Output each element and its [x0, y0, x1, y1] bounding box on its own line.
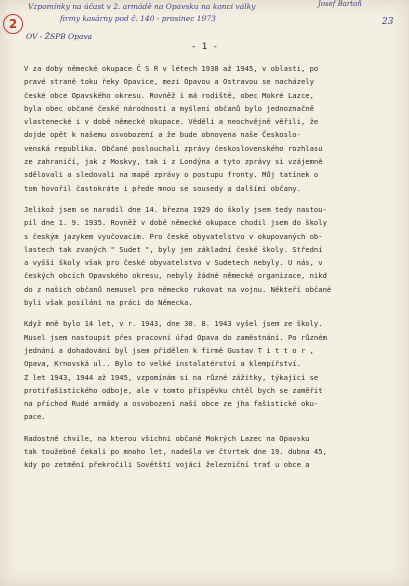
text-line: českých obcích Opavského okresu, nebyly žádné německé organizace, nikd — [24, 271, 327, 281]
paragraph — [24, 432, 406, 472]
paragraph — [24, 62, 406, 195]
text-line: a vyšší školy však pro české obyvatelstvo v Sudetech nebyly. U nás, v — [24, 258, 323, 268]
text-line: české obce Opavského okresu. Rovněž i má rodiště, obec Mokré Lazce, — [24, 90, 314, 100]
text-line: Jelikož jsem se narodil dne 14. března 1929 do školy jsem tedy nastou- — [24, 204, 327, 214]
text-line: Radostné chvíle, na kterou všichni občané Mokrých Lazec na Opavsku — [24, 433, 310, 443]
text-line: do z našich občanů nemusel pro německo rukovat na vojnu. Někteří občané — [24, 284, 332, 294]
text-line: V za doby německé okupace Č S R v létech 1938 až 1945, v oblasti, po — [24, 64, 319, 73]
paragraph — [24, 203, 406, 309]
text-line: Když mně bylo 14 let, v r. 1943, dne 30. 8. 1943 vyšel jsem ze školy. — [24, 319, 323, 329]
text-line: pace. — [24, 412, 46, 422]
text-line: Opava, Krnovská ul.. Bylo to velké instalatérství a klempířství. — [24, 359, 301, 369]
handwritten-number: 23 — [382, 17, 394, 27]
document-body — [24, 62, 406, 472]
text-line: jednání a dohadování byl jsem přidělen k firmě Gustav T i t t o r , — [24, 345, 314, 355]
text-line: Z let 1943, 1944 až 1945, vzpomínám si na různé zážitky, týkající se — [24, 372, 319, 382]
paragraph — [24, 317, 406, 423]
text-line: byla obec občané české národnosti a myšlení občanů bylo jednoznačně — [24, 103, 314, 113]
handwritten-note-line2: firmy kasárny pod č. 140 - prosinec 1973 — [60, 14, 216, 23]
text-line: tak toužebně čekali po mnoho let, nadešla ve čtvrtek dne 19. dubna 45, — [24, 447, 327, 457]
handwritten-name: Josef Bartoň — [318, 0, 362, 8]
text-line: venská republika. Občané poslouchali zprávy československého rozhlasu — [24, 143, 323, 153]
text-line: protifašistického odboje, ale v tomto příspěvku chtěl bych se zaměřit — [24, 385, 323, 395]
text-line: pil dne 1. 9. 1935. Rovněž v době německé okupace chodil jsem do školy — [24, 218, 327, 228]
text-line: sdělovali a sledovali na mapě zprávy o postupu fronty. Můj tatínek o — [24, 170, 319, 180]
text-line: dojde opět k našemu osvobození a že bude obnovena naše Českoslo- — [24, 130, 301, 140]
text-line: tom hovořil častokráte i přede mnou se sousedy a dalšími občany. — [24, 183, 301, 193]
paragraph-gap — [24, 424, 406, 432]
text-line: Musel jsem nastoupit přes pracovní úřad Opava do zaměstnání. Po různém — [24, 332, 327, 342]
handwritten-note-line1: Vzpomínky na účast v 2. armádě na Opavsku na konci války — [28, 2, 256, 11]
text-line: byli však posíláni na práci do Německa. — [24, 298, 193, 308]
text-line: ze zahraničí, jak z Moskvy, tak i z Londýna a tyto zprávy si vzájemně — [24, 157, 323, 167]
text-line: vlastenecké i v době německé okupace. Věděli a neochvějně věřili, že — [24, 117, 319, 127]
text-line: s českým jazykem vyučovacím. Pro české obyvatelstvo v okupovaných ob- — [24, 231, 323, 241]
page-label: - 1 - — [190, 42, 219, 52]
text-line: lastech tak zvaných " Sudet ", byly jen základní české školy. Střední — [24, 244, 323, 254]
text-line: kdy po zetmění překročili Sovětští vojáci železniční trať u obce a — [24, 460, 310, 470]
paragraph-gap — [24, 195, 406, 203]
handwritten-code: OV - ŽSPB Opava — [26, 32, 93, 41]
page-number-badge: 2 — [3, 14, 23, 34]
text-line: pravé straně toku řeky Opavice, mezi Opavou a Ostravou se nacházely — [24, 77, 314, 87]
text-line: na příchod Rudé armády a osvobození naší obce ze jha fašistické oku- — [24, 399, 319, 409]
paragraph-gap — [24, 309, 406, 317]
